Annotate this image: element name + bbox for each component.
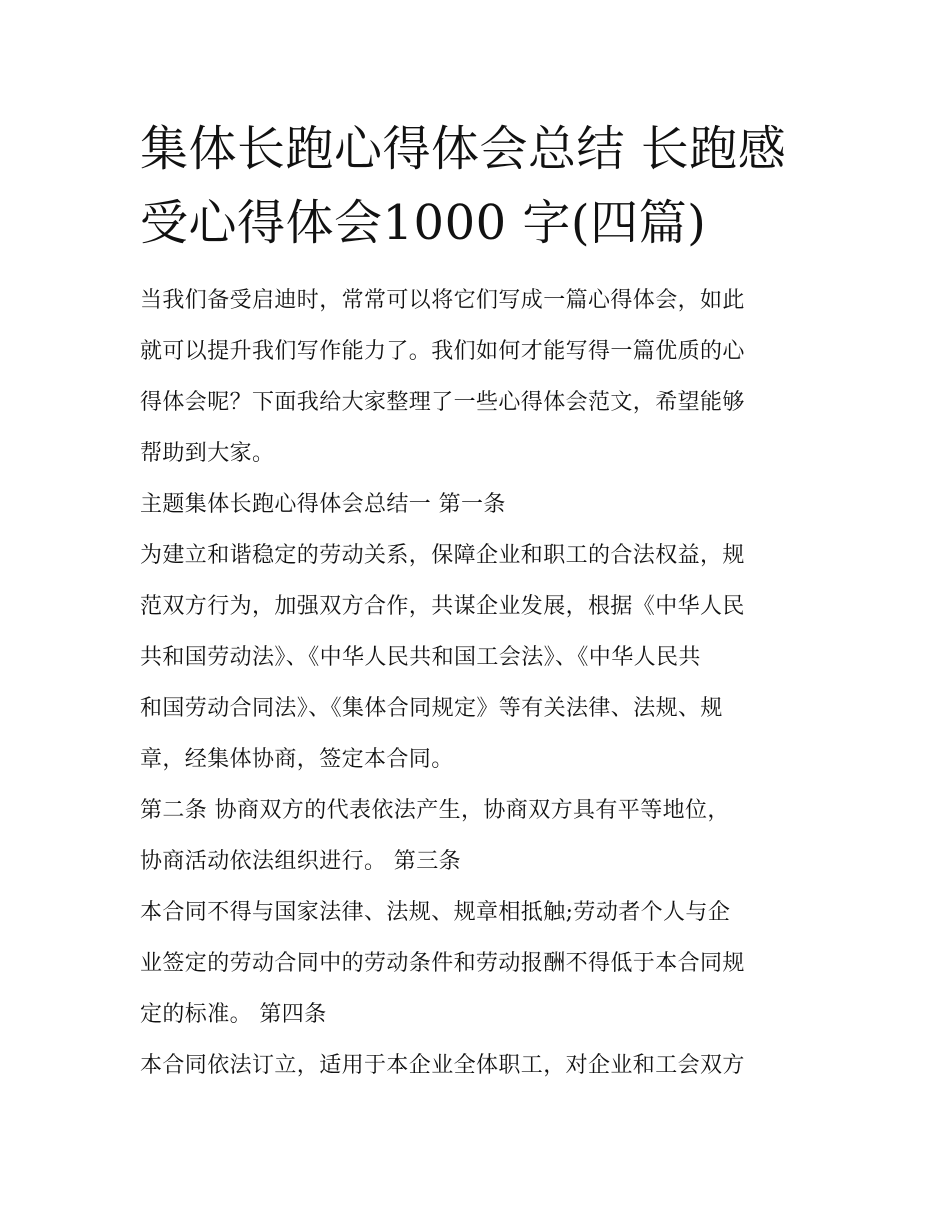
text-line: 范双方行为，加强双方合作，共谋企业发展，根据《中华人民: [140, 594, 745, 619]
text-line: 和国劳动合同法》、《集体合同规定》等有关法律、法规、规: [140, 696, 723, 721]
text-line: 就可以提升我们写作能力了。我们如何才能写得一篇优质的心: [140, 339, 745, 364]
text-line: 定的标准。 第四条: [140, 1002, 327, 1027]
title-line: 受心得体会1000 字(四篇): [140, 195, 707, 251]
text-line: 为建立和谐稳定的劳动关系，保障企业和职工的合法权益，规: [140, 543, 745, 568]
section-heading: 主题集体长跑心得体会总结一 第一条: [140, 492, 506, 517]
text-line: 章，经集体协商，签定本合同。: [140, 747, 454, 772]
text-line: 本合同依法订立，适用于本企业全体职工，对企业和工会双方: [140, 1053, 745, 1078]
text-line: 当我们备受启迪时，常常可以将它们写成一篇心得体会，如此: [140, 288, 745, 313]
title-line: 集体长跑心得体会总结 长跑感: [140, 121, 787, 177]
text-line: 得体会呢？下面我给大家整理了一些心得体会范文，希望能够: [140, 390, 745, 415]
document-title: [140, 112, 830, 260]
text-line: 本合同不得与国家法律、法规、规章相抵触;劳动者个人与企: [140, 900, 731, 925]
text-line: 第二条 协商双方的代表依法产生，协商双方具有平等地位，: [140, 798, 730, 823]
text-line: 协商活动依法组织进行。 第三条: [140, 849, 461, 874]
document-body: [140, 275, 830, 1091]
text-line: 共和国劳动法》、《中华人民共和国工会法》、《中华人民共: [140, 645, 701, 670]
text-line: 业签定的劳动合同中的劳动条件和劳动报酬不得低于本合同规: [140, 951, 745, 976]
text-line: 帮助到大家。: [140, 441, 275, 466]
